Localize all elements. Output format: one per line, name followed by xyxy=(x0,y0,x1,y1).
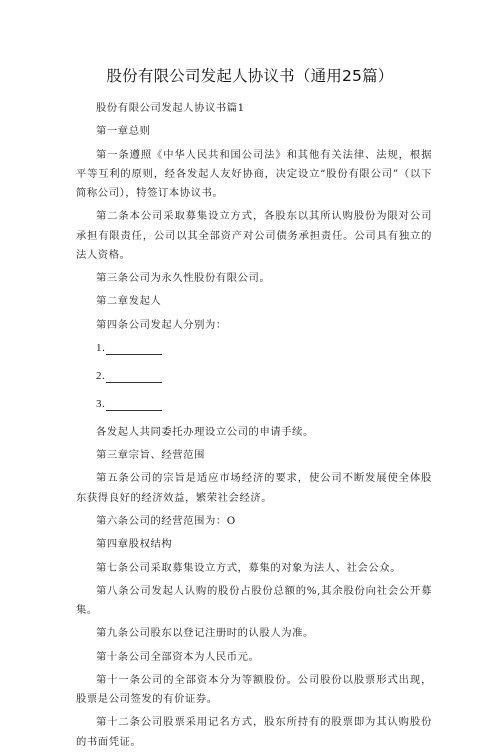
blank-number: 3. xyxy=(96,397,106,410)
article-paragraph: 第七条公司采取募集设立方式，募集的对象为法人、社会公众。 xyxy=(96,561,402,574)
article-paragraph: 第六条公司的经营范围为：O xyxy=(96,514,236,527)
article-paragraph: 第二条本公司采取募集设立方式，各股东以其所认购股份为限对公司承担有限责任，公司以其全部资产对公司债务承担责任。公司具有独立的法人资格。 xyxy=(76,210,432,261)
article-paragraph: 各发起人共同委托办理设立公司的申请手续。 xyxy=(96,425,314,438)
fill-in-underline xyxy=(106,410,162,411)
blank-number: 1. xyxy=(96,341,106,354)
chapter-heading: 第一章总则 xyxy=(96,125,151,138)
chapter-heading: 第四章股权结构 xyxy=(96,538,173,551)
founder-blank-line xyxy=(76,339,432,358)
document-body xyxy=(76,99,432,756)
article-paragraph: 第五条公司的宗旨是适应市场经济的要求，使公司不断发展使全体股东获得良好的经济效益，繁荣社会经济。 xyxy=(76,472,432,504)
section-heading: 股份有限公司发起人协议书篇1 xyxy=(96,102,245,114)
article-paragraph: 第一条遵照《中华人民共和国公司法》和其他有关法律、法规，根据平等互利的原则，经各发起人友好协商，决定设立“股份有限公司”（以下简称公司），特签订本协议书。 xyxy=(76,148,432,199)
article-paragraph: 第三条公司为永久性股份有限公司。 xyxy=(96,272,271,284)
fill-in-underline xyxy=(106,382,162,383)
document-title: 股份有限公司发起人协议书（通用25篇） xyxy=(106,67,394,85)
founder-blank-line xyxy=(76,395,432,414)
blank-number: 2. xyxy=(96,369,106,382)
chapter-heading: 第三章宗旨、经营范围 xyxy=(96,449,205,462)
article-paragraph: 第十条公司全部资本为人民币元。 xyxy=(96,650,260,663)
article-paragraph: 第十一条公司的全部资本分为等额股份。公司股份以股票形式出现，股票是公司签发的有价证券。 xyxy=(76,673,432,706)
article-paragraph: 第四条公司发起人分别为： xyxy=(96,318,227,331)
chapter-heading: 第二章发起人 xyxy=(96,295,162,308)
article-paragraph: 第九条公司股东以登记注册时的认股人为准。 xyxy=(96,627,314,640)
article-paragraph: 第八条公司发起人认购的股份占股份总额的%,其余股份向社会公开募集。 xyxy=(76,584,432,617)
founder-blank-line xyxy=(76,367,432,386)
fill-in-underline xyxy=(106,354,162,355)
article-paragraph: 第十二条公司股票采用记名方式，股东所持有的股票即为其认购股份的书面凭证。 xyxy=(76,716,432,748)
